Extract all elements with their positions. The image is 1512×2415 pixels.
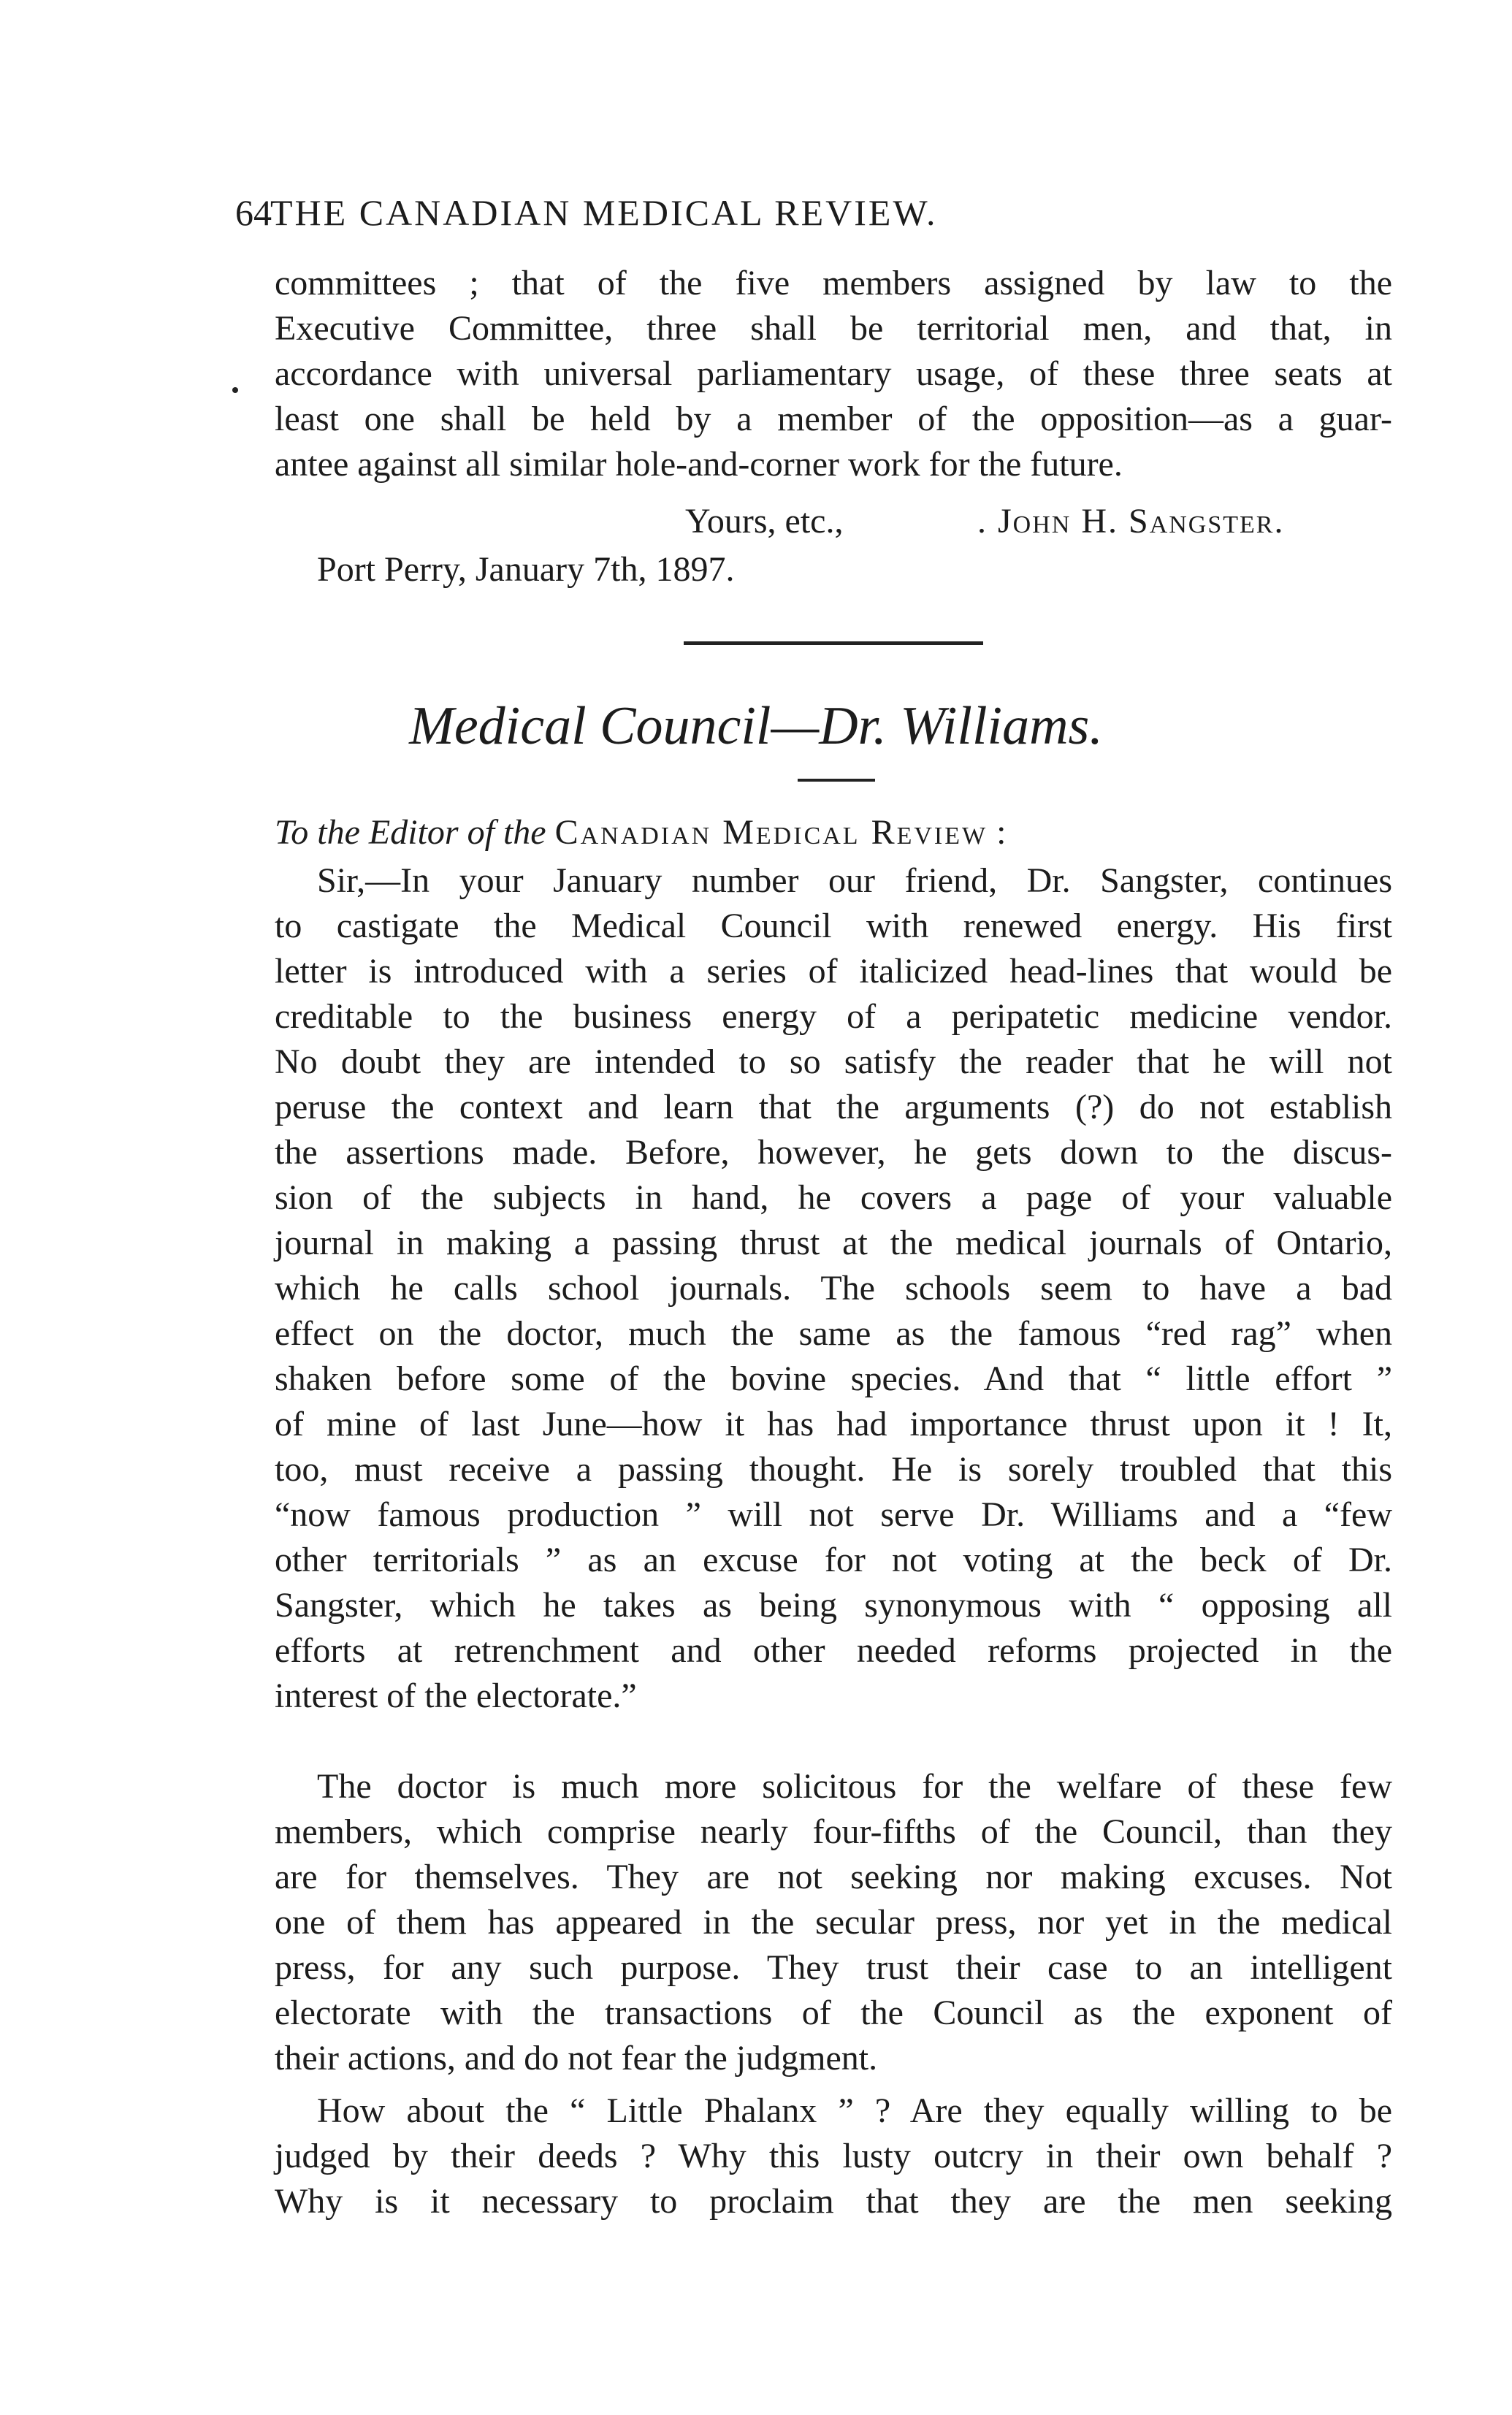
paragraph-line: too, must receive a passing thought. He is sorely troubled that this [275, 1450, 1392, 1489]
article-title: Medical Council—Dr. Williams. [409, 696, 1103, 756]
margin-mark [232, 387, 238, 393]
letter-line: accordance with universal parliamentary usage, of these three seats at [275, 354, 1392, 393]
paragraph-line: of mine of last June—how it has had importance thrust upon it ! It, [275, 1405, 1392, 1443]
paragraph-line: members, which comprise nearly four-fifths of the Council, than they [275, 1812, 1392, 1851]
paragraph-line: Sangster, which he takes as being synonymous with “ opposing all [275, 1586, 1392, 1625]
paragraph-line: letter is introduced with a series of italicized head-lines that would be [275, 952, 1392, 991]
paragraph-line: How about the “ Little Phalanx ” ? Are they equally willing to be [317, 2091, 1392, 2130]
paragraph-line: sion of the subjects in hand, he covers a page of your valuable [275, 1178, 1392, 1217]
paragraph-line: effect on the doctor, much the same as the famous “red rag” when [275, 1314, 1392, 1353]
salutation-italic: To the Editor of the [275, 813, 546, 852]
letter-closing: Yours, etc., [685, 502, 844, 541]
paragraph-line: “now famous production ” will not serve Dr. Williams and a “few [275, 1495, 1392, 1534]
paragraph-line: one of them has appeared in the secular press, nor yet in the medical [275, 1903, 1392, 1942]
page-number: 64 [235, 192, 272, 233]
letter-line: least one shall be held by a member of the opposition—as a guar- [275, 400, 1392, 438]
paragraph-line: The doctor is much more solicitous for the welfare of these few [317, 1767, 1392, 1806]
paragraph-line: efforts at retrenchment and other needed reforms projected in the [275, 1631, 1392, 1670]
paragraph-line: Sir,—In your January number our friend, Dr. Sangster, continues [317, 861, 1392, 900]
paragraph-line: interest of the electorate.” [275, 1676, 637, 1715]
paragraph-line: to castigate the Medical Council with renewed energy. His first [275, 907, 1392, 945]
section-divider [684, 641, 983, 645]
salutation-journal: Canadian Medical Review [554, 813, 988, 852]
paragraph-line: peruse the context and learn that the arguments (?) do not establish [275, 1088, 1392, 1126]
paragraph-line: other territorials ” as an excuse for not voting at the beck of Dr. [275, 1541, 1392, 1579]
paragraph-line: which he calls school journals. The schools seem to have a bad [275, 1269, 1392, 1308]
letter-line: antee against all similar hole-and-corner work for the future. [275, 445, 1123, 484]
paragraph-line: are for themselves. They are not seeking nor making excuses. Not [275, 1858, 1392, 1896]
paragraph-line: creditable to the business energy of a peripatetic medicine vendor. [275, 997, 1392, 1036]
paragraph-line: journal in making a passing thrust at the medical journals of Ontario, [275, 1224, 1392, 1262]
salutation [275, 812, 1006, 852]
paragraph-line: their actions, and do not fear the judgment. [275, 2039, 878, 2078]
paragraph-line: press, for any such purpose. They trust their case to an intelligent [275, 1948, 1392, 1987]
salutation-end: : [988, 813, 1007, 852]
letter-place-date: Port Perry, January 7th, 1897. [317, 550, 735, 589]
paragraph-line: Why is it necessary to proclaim that they are the men seeking [275, 2182, 1392, 2221]
paragraph-line: electorate with the transactions of the Council as the exponent of [275, 1994, 1392, 2032]
title-rule [798, 779, 875, 782]
letter-signature: . John H. Sangster. [977, 502, 1285, 541]
letter-line: Executive Committee, three shall be territorial men, and that, in [275, 309, 1392, 348]
running-title: THE CANADIAN MEDICAL REVIEW. [270, 192, 938, 233]
paragraph-line: shaken before some of the bovine species. And that “ little effort ” [275, 1359, 1392, 1398]
paragraph-line: judged by their deeds ? Why this lusty outcry in their own behalf ? [275, 2137, 1392, 2175]
letter-line: committees ; that of the five members assigned by law to the [275, 264, 1392, 302]
paragraph-line: No doubt they are intended to so satisfy the reader that he will not [275, 1042, 1392, 1081]
paragraph-line: the assertions made. Before, however, he gets down to the discus- [275, 1133, 1392, 1172]
running-header [235, 191, 938, 234]
